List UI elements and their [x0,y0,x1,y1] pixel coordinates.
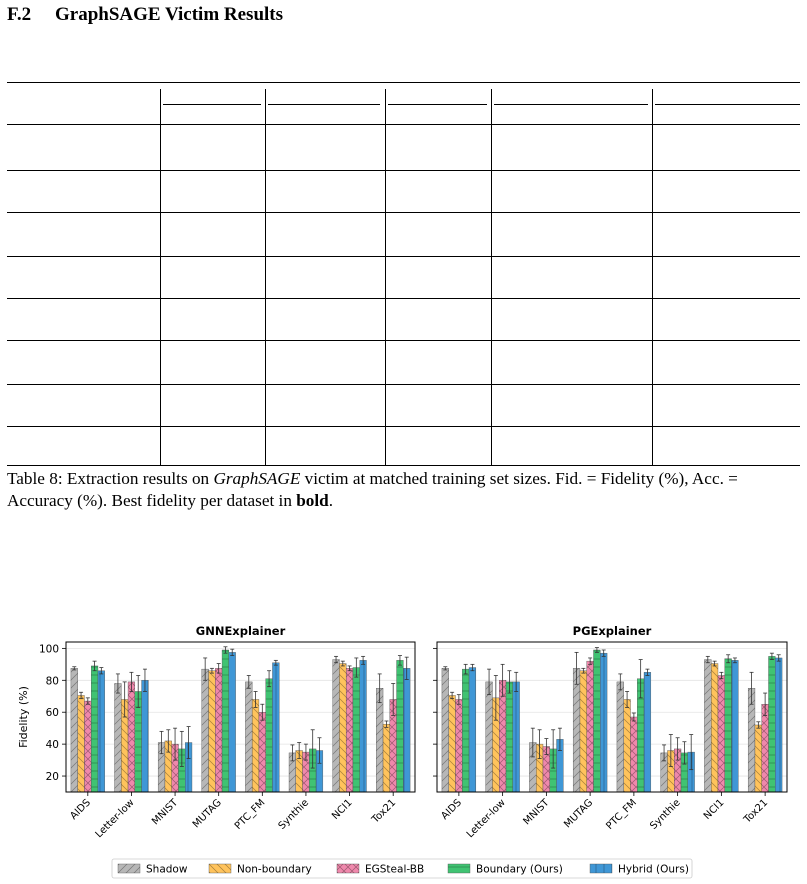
bar-hatch [333,660,340,792]
bar-hatch [486,682,493,792]
bar-hatch [506,682,513,792]
bar-hatch [142,680,149,792]
bar-hatch [272,663,279,792]
bar-hatch [115,683,122,792]
x-tick-label: NCI1 [701,797,727,822]
bar-hatch [259,712,266,792]
x-tick-label: MNIST [521,797,552,828]
x-tick-label: Tox21 [370,797,399,826]
column-divider [652,89,653,465]
column-divider [265,89,266,465]
column-divider [160,89,161,465]
bar-hatch [711,664,718,792]
bar-hatch [98,671,105,792]
bar-hatch [462,669,469,792]
bar-hatch [266,679,273,792]
y-tick-label: 80 [45,675,59,688]
x-tick-label: AIDS [439,797,464,822]
legend-label: Non-boundary [237,863,312,876]
legend-swatch-hatch [448,864,470,873]
column-divider [491,89,492,465]
bar-hatch [442,668,449,792]
bar-hatch [383,724,390,792]
y-tick-label: 40 [45,739,59,752]
legend-swatch-hatch [337,864,359,873]
bar-hatch [252,699,259,792]
legend-label: EGSteal-BB [365,863,425,876]
bar-hatch [128,682,135,792]
group-underline [655,104,800,105]
bar-hatch [580,671,587,792]
bar-hatch [71,668,78,792]
legend-swatch-hatch [118,864,140,873]
bar-hatch [762,704,769,792]
x-tick-label: Letter-low [464,797,508,841]
group-underline [494,104,648,105]
bar-hatch [624,699,631,792]
bar-hatch [360,660,367,792]
bar-hatch [403,668,410,792]
table-top-rule [7,82,800,83]
fidelity-bar-figure [0,615,807,884]
table-caption [7,468,804,512]
y-tick-label: 100 [38,643,59,656]
y-axis-label: Fidelity (%) [17,686,30,748]
bar-hatch [353,668,360,792]
bar-hatch [469,668,476,792]
bar-hatch [245,682,252,792]
legend-label: Shadow [146,863,188,876]
x-tick-label: MUTAG [562,797,596,831]
bar-hatch [775,658,782,792]
x-tick-label: AIDS [68,797,93,822]
bar-hatch [573,668,580,792]
table-header-rule [7,124,800,125]
row-separator [7,170,800,171]
x-tick-label: NCI1 [330,797,355,822]
bar-hatch [78,695,85,792]
bar-hatch [84,701,91,792]
bar-hatch [91,666,98,792]
bar-hatch [222,650,229,792]
bar-hatch [202,669,209,792]
caption-suffix: . [328,491,334,510]
bar-hatch [376,688,383,792]
chart-title: PGExplainer [572,624,652,638]
table-bottom-rule [7,465,800,466]
bar-hatch [397,660,404,792]
group-underline [268,104,380,105]
chart-title: GNNExplainer [195,624,286,638]
x-tick-label: Tox21 [742,797,771,826]
bar-hatch [755,725,762,792]
caption-bold: bold [296,491,329,510]
bar-hatch [630,717,637,792]
legend-label: Boundary (Ours) [476,863,563,876]
bar-hatch [594,650,601,792]
row-separator [7,212,800,213]
x-tick-label: Letter-low [93,797,137,841]
section-title: GraphSAGE Victim Results [55,4,284,25]
legend-label: Hybrid (Ours) [618,863,689,876]
row-separator [7,256,800,257]
group-underline [388,104,487,105]
caption-italic: GraphSAGE [213,469,301,488]
y-tick-label: 60 [45,707,59,720]
column-divider [385,89,386,465]
bar-hatch [499,680,506,792]
bar-hatch [209,671,216,792]
bar-hatch [229,652,236,792]
bar-hatch [346,668,353,792]
bar-hatch [725,659,732,792]
x-tick-label: PTC_FM [232,797,268,832]
group-underline [163,104,261,105]
bar-hatch [644,672,651,792]
bar-hatch [513,682,520,792]
bar-hatch [215,668,222,792]
section-heading [7,4,283,26]
x-tick-label: MUTAG [190,797,224,831]
row-separator [7,426,800,427]
y-tick-label: 20 [45,771,59,784]
x-tick-label: PTC_FM [604,797,639,832]
bar-hatch [600,653,607,792]
section-number: F.2 [7,4,32,25]
bar-hatch [455,699,462,792]
row-separator [7,384,800,385]
bar-hatch [732,660,739,792]
bar-hatch [718,676,725,792]
bar-hatch [617,682,624,792]
x-tick-label: Synthie [276,797,312,832]
row-separator [7,340,800,341]
bar-hatch [587,661,594,792]
bar-hatch [449,695,456,792]
legend-swatch-hatch [590,864,612,873]
x-tick-label: MNIST [150,797,181,828]
caption-text-2: victim at matched training set sizes. Fid. = Fidelity (%), Acc. = Accuracy (%). Best fidelity per dataset in [7,469,738,510]
legend-swatch-hatch [209,864,231,873]
bar-hatch [339,664,346,792]
x-tick-label: Synthie [648,797,683,832]
row-separator [7,298,800,299]
caption-text: Table 8: Extraction results on [7,469,214,488]
bar-hatch [704,660,711,792]
bar-hatch [769,656,776,792]
